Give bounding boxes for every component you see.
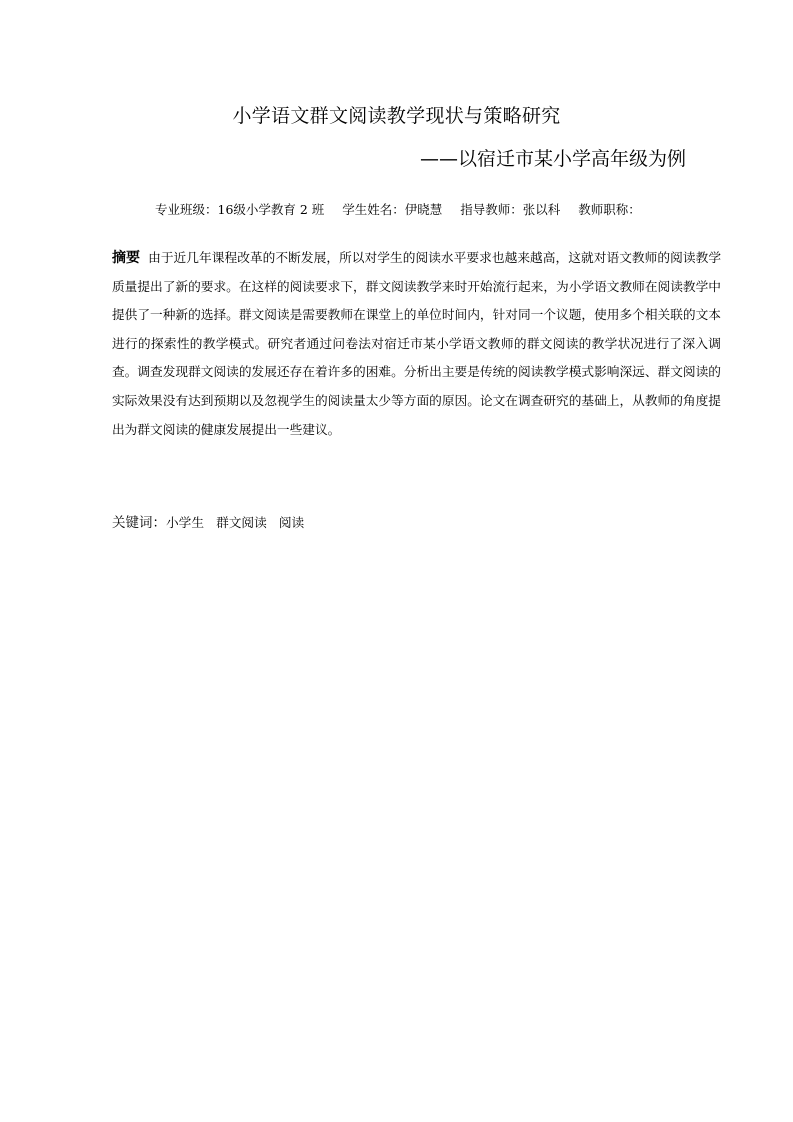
advisor-name: 指导教师：张以科 (460, 202, 561, 217)
class-info: 专业班级：16级小学教育 2 班 (155, 202, 325, 217)
keyword-item: 群文阅读 (216, 515, 267, 530)
keywords (112, 511, 316, 535)
advisor-title: 教师职称： (578, 202, 641, 217)
keyword-item: 小学生 (166, 515, 205, 530)
keyword-item: 阅读 (278, 515, 305, 530)
abstract-label: 摘要 (112, 250, 141, 266)
abstract (112, 244, 721, 444)
student-name: 学生姓名：伊晓慧 (342, 202, 443, 217)
keywords-label: 关键词： (112, 515, 166, 531)
author-info-line (155, 200, 655, 220)
abstract-text: 由于近几年课程改革的不断发展，所以对学生的阅读水平要求也越来越高，这就对语文教师的阅读教学质量提出了新的要求。在这样的阅读要求下，群文阅读教学来时开始流行起来，为小学语文教师在阅读教学中提供了一种新的选择。群文阅读是需要教师在课堂上的单位时间内，针对同一个议题，使用多个相关联的文本进行的探索性的教学模式。研究者通过问卷法对宿迁市某小学语文教师的群文阅读的教学状况进行了深入调查。调查发现群文阅读的发展还存在着许多的困难。分析出主要是传统的阅读教学模式影响深远、群文阅读的实际效果没有达到预期以及忽视学生的阅读量太少等方面的原因。论文在调查研究的基础上，从教师的角度提出为群文阅读的健康发展提出一些建议。 (112, 250, 722, 437)
paper-title: 小学语文群文阅读教学现状与策略研究 (232, 105, 561, 127)
paper-subtitle: ——以宿迁市某小学高年级为例 (420, 148, 687, 170)
